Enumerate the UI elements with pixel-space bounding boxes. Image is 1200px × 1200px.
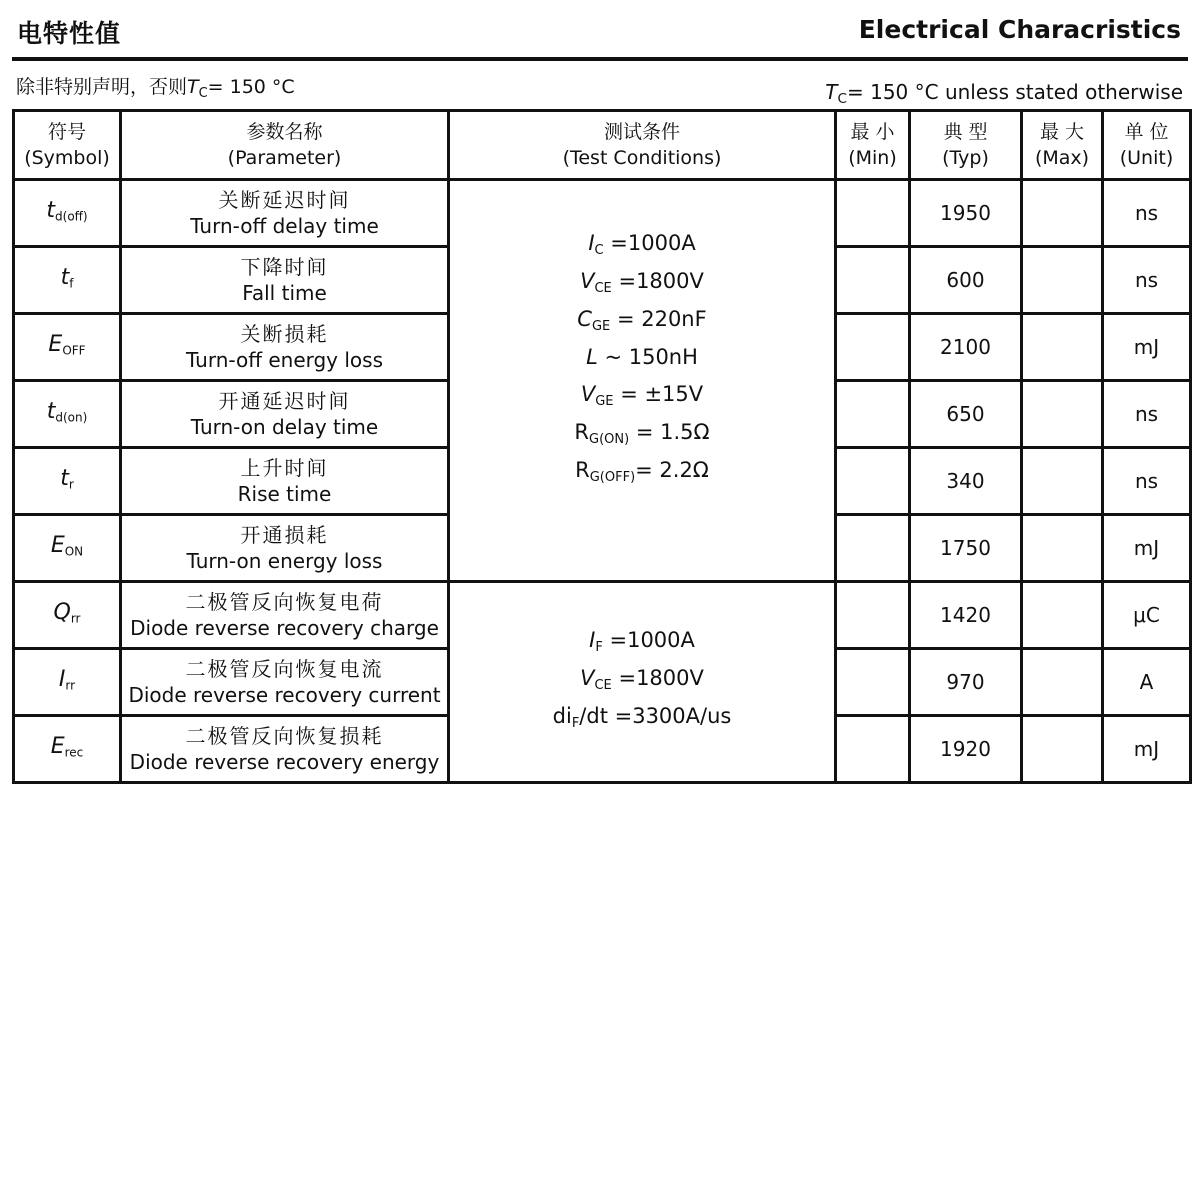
- max-cell: [1022, 180, 1103, 247]
- column-header-typ: 典 型 (Typ): [910, 111, 1022, 180]
- table-row: [14, 180, 1191, 247]
- unit-cell: mJ: [1103, 716, 1191, 783]
- min-cell: [836, 515, 910, 582]
- parameter-cell: 关断损耗 Turn-off energy loss: [121, 314, 449, 381]
- typ-cell: 1750: [910, 515, 1022, 582]
- header-rule: [12, 57, 1188, 61]
- section-title-cn: 电特性值: [17, 19, 122, 48]
- symbol-cell: $E_{rec}$: [14, 716, 121, 783]
- min-cell: [836, 314, 910, 381]
- symbol-cell: $t_{d(off)}$: [14, 180, 121, 247]
- min-cell: [836, 448, 910, 515]
- symbol-cell: $I_{rr}$: [14, 649, 121, 716]
- parameter-cell: 关断延迟时间 Turn-off delay time: [121, 180, 449, 247]
- unit-cell: μC: [1103, 582, 1191, 649]
- column-header-parameter: 参数名称 (Parameter): [121, 111, 449, 180]
- symbol-cell: $t_f$: [14, 247, 121, 314]
- unit-cell: ns: [1103, 180, 1191, 247]
- section-title-en: Electrical Characristics: [858, 15, 1181, 44]
- typ-cell: 970: [910, 649, 1022, 716]
- unit-cell: ns: [1103, 448, 1191, 515]
- test-conditions-switching: $I_C =1000A$ $V_{CE} =1800V$ $C_{GE} = 220nF$ L ~ 150nH $V_{GE} = \pm 15V$ $R_{G(ON)} = 1.5\Omega$ $R_{G(OFF)}= 2.2\Omega$: [449, 180, 836, 582]
- typ-cell: 340: [910, 448, 1022, 515]
- typ-cell: 600: [910, 247, 1022, 314]
- parameter-cell: 二极管反向恢复损耗 Diode reverse recovery energy: [121, 716, 449, 783]
- max-cell: [1022, 247, 1103, 314]
- symbol-cell: $t_{d(on)}$: [14, 381, 121, 448]
- condition-note-en: $T_C= 150$ °C unless stated otherwise: [825, 80, 1183, 108]
- min-cell: [836, 247, 910, 314]
- max-cell: [1022, 515, 1103, 582]
- max-cell: [1022, 314, 1103, 381]
- condition-note-cn: 除非特别声明，否则$T_C= 150$ °C: [16, 76, 295, 101]
- max-cell: [1022, 582, 1103, 649]
- column-header-symbol: 符号 (Symbol): [14, 111, 121, 180]
- parameter-cell: 开通延迟时间 Turn-on delay time: [121, 381, 449, 448]
- characteristics-table: [12, 109, 1192, 784]
- test-conditions-diode: $I_F =1000A$ $V_{CE} =1800V$ $di_F/dt =3300A/us$: [449, 582, 836, 783]
- column-header-unit: 单 位 (Unit): [1103, 111, 1191, 180]
- min-cell: [836, 582, 910, 649]
- min-cell: [836, 716, 910, 783]
- max-cell: [1022, 448, 1103, 515]
- symbol-cell: $E_{ON}$: [14, 515, 121, 582]
- symbol-cell: $E_{OFF}$: [14, 314, 121, 381]
- min-cell: [836, 649, 910, 716]
- symbol-cell: $t_r$: [14, 448, 121, 515]
- min-cell: [836, 381, 910, 448]
- table-row: [14, 582, 1191, 649]
- unit-cell: A: [1103, 649, 1191, 716]
- unit-cell: mJ: [1103, 314, 1191, 381]
- table-header-row: [14, 111, 1191, 180]
- typ-cell: 1420: [910, 582, 1022, 649]
- parameter-cell: 开通损耗 Turn-on energy loss: [121, 515, 449, 582]
- typ-cell: 2100: [910, 314, 1022, 381]
- max-cell: [1022, 649, 1103, 716]
- parameter-cell: 二极管反向恢复电流 Diode reverse recovery current: [121, 649, 449, 716]
- parameter-cell: 上升时间 Rise time: [121, 448, 449, 515]
- column-header-min: 最 小 (Min): [836, 111, 910, 180]
- unit-cell: ns: [1103, 247, 1191, 314]
- unit-cell: mJ: [1103, 515, 1191, 582]
- max-cell: [1022, 381, 1103, 448]
- min-cell: [836, 180, 910, 247]
- typ-cell: 1950: [910, 180, 1022, 247]
- max-cell: [1022, 716, 1103, 783]
- column-header-test-conditions: 测试条件 (Test Conditions): [449, 111, 836, 180]
- column-header-max: 最 大 (Max): [1022, 111, 1103, 180]
- typ-cell: 650: [910, 381, 1022, 448]
- parameter-cell: 二极管反向恢复电荷 Diode reverse recovery charge: [121, 582, 449, 649]
- unit-cell: ns: [1103, 381, 1191, 448]
- parameter-cell: 下降时间 Fall time: [121, 247, 449, 314]
- symbol-cell: $Q_{rr}$: [14, 582, 121, 649]
- typ-cell: 1920: [910, 716, 1022, 783]
